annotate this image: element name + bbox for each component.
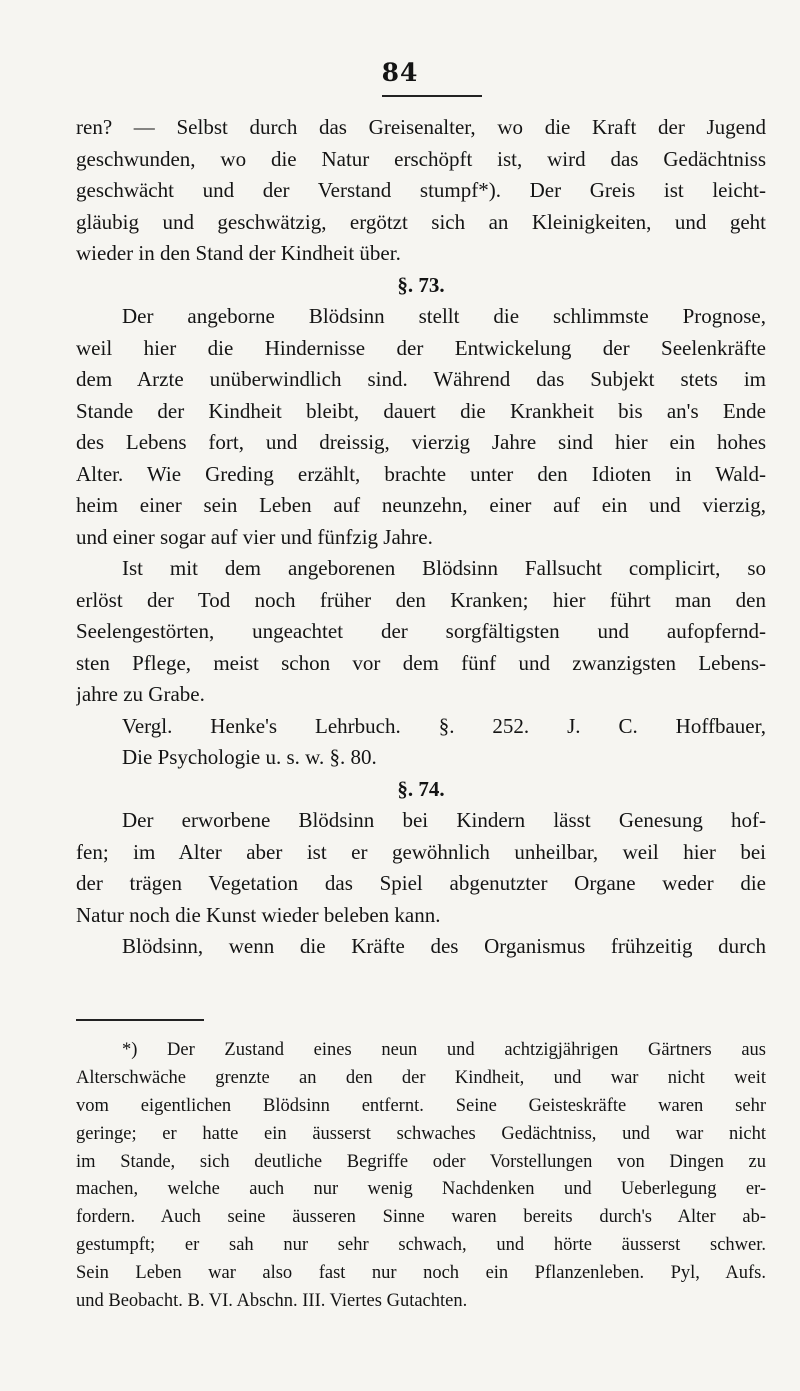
text-line: erlöst der Tod noch früher den Kranken; hier führt man den <box>76 587 766 612</box>
footnote-separator <box>76 1019 204 1021</box>
section-heading: §. 74. <box>397 776 445 801</box>
footnotes <box>76 1037 766 1316</box>
text-line: Alter. Wie Greding erzählt, brachte unter den Idioten in Wald- <box>76 461 766 486</box>
text-line: Blödsinn, wenn die Kräfte des Organismus frühzeitig durch <box>122 934 766 958</box>
text-line: jahre zu Grabe. <box>76 682 205 706</box>
text-line: Vergl. Henke's Lehrbuch. §. 252. J. C. Hoffbauer, <box>122 713 766 738</box>
text-line: Die Psychologie u. s. w. §. 80. <box>122 745 377 769</box>
footnote-line: gestumpft; er sah nur sehr schwach, und hörte äusserst schwer. <box>76 1235 766 1256</box>
text-line: des Lebens fort, und dreissig, vierzig Jahre sind hier ein hohes <box>76 430 766 454</box>
text-line: ren? — Selbst durch das Greisenalter, wo die Kraft der Jugend <box>76 115 766 139</box>
text-line: Natur noch die Kunst wieder beleben kann. <box>76 902 441 927</box>
main-text <box>76 112 766 963</box>
text-line: geschwunden, wo die Natur erschöpft ist, wird das Gedächtniss <box>76 146 766 171</box>
text-line: Der angeborne Blödsinn stellt die schlimmste Prognose, <box>122 304 766 328</box>
text-line: Stande der Kindheit bleibt, dauert die Krankheit bis an's Ende <box>76 398 766 423</box>
text-line: und einer sogar auf vier und fünfzig Jahre. <box>76 524 433 549</box>
text-line: dem Arzte unüberwindlich sind. Während das Subjekt stets im <box>76 367 766 391</box>
page-number-underline <box>382 95 482 97</box>
footnote-line: vom eigentlichen Blödsinn entfernt. Seine Geisteskräfte waren sehr <box>76 1095 766 1116</box>
footnote-line: im Stande, sich deutliche Begriffe oder Vorstellungen von Dingen zu <box>76 1151 766 1172</box>
footnote-line: *) Der Zustand eines neun und achtzigjährigen Gärtners aus <box>122 1040 766 1060</box>
text-line: sten Pflege, meist schon vor dem fünf und zwanzigsten Lebens- <box>76 650 766 675</box>
text-line: weil hier die Hindernisse der Entwickelung der Seelenkräfte <box>76 335 766 360</box>
text-line: Der erworbene Blödsinn bei Kindern lässt Genesung hof- <box>122 808 766 832</box>
footnote-line: und Beobacht. B. VI. Abschn. III. Viertes Gutachten. <box>76 1291 468 1312</box>
text-line: heim einer sein Leben auf neunzehn, einer auf ein und vierzig, <box>76 493 766 517</box>
text-line: Seelengestörten, ungeachtet der sorgfältigsten und aufopfernd- <box>76 619 766 643</box>
text-line: der trägen Vegetation das Spiel abgenutzter Organe weder die <box>76 871 766 895</box>
footnote-line: geringe; er hatte ein äusserst schwaches Gedächtniss, und war nicht <box>76 1123 766 1144</box>
footnote-line: Alterschwäche grenzte an den der Kindheit, und war nicht weit <box>76 1067 766 1088</box>
text-line: Ist mit dem angeborenen Blödsinn Fallsucht complicirt, so <box>122 556 766 580</box>
footnote-line: fordern. Auch seine äusseren Sinne waren bereits durch's Alter ab- <box>76 1207 766 1228</box>
text-line: wieder in den Stand der Kindheit über. <box>76 241 401 265</box>
section-heading: §. 73. <box>397 272 445 297</box>
footnote-line: machen, welche auch nur wenig Nachdenken und Ueberlegung er- <box>76 1179 766 1200</box>
text-line: fen; im Alter aber ist er gewöhnlich unheilbar, weil hier bei <box>76 839 766 864</box>
text-line: gläubig und geschwätzig, ergötzt sich an Kleinigkeiten, und geht <box>76 209 766 234</box>
footnote-line: Sein Leben war also fast nur noch ein Pflanzenleben. Pyl, Aufs. <box>76 1263 766 1284</box>
page-number: 84 <box>381 58 419 87</box>
text-line: geschwächt und der Verstand stumpf*). Der Greis ist leicht- <box>76 178 766 202</box>
